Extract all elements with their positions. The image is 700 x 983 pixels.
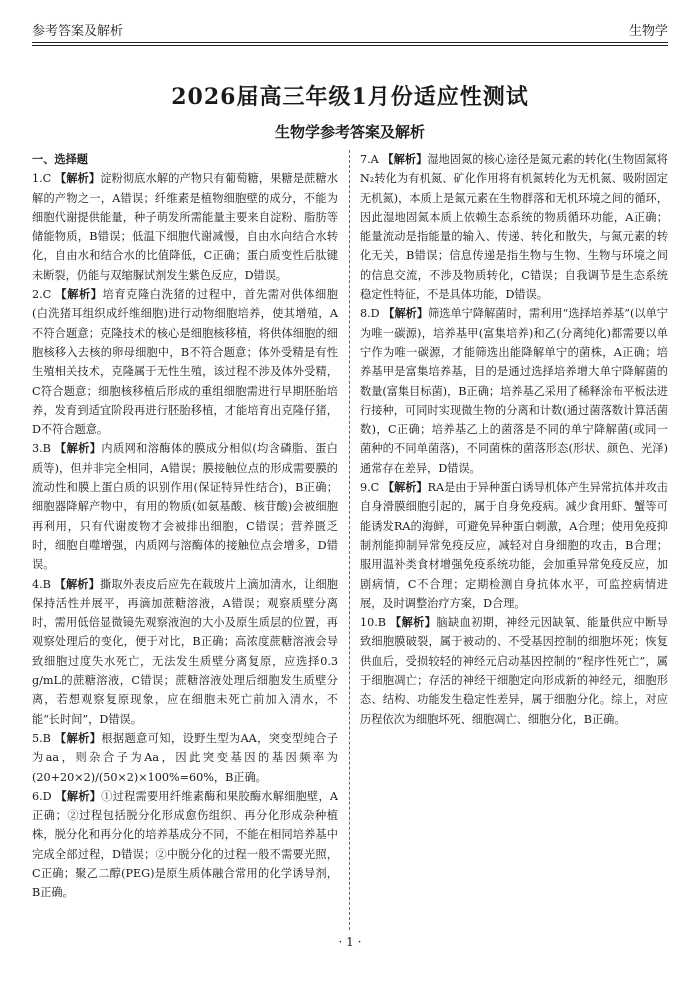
answer-item-10: [360, 613, 668, 729]
analysis-tag: 【解析】: [55, 288, 103, 302]
answer-number: 10.B: [360, 616, 387, 630]
column-divider: [349, 150, 350, 930]
page-title: 2026届高三年级1月份适应性测试: [171, 84, 529, 110]
answer-text: 淀粉彻底水解的产物只有葡萄糖，果糖是蔗糖水解的产物之一，A错误；纤维素是植物细胞壁的成分，不能为细胞代谢提供能量，种子萌发所需能量主要来自淀粉、脂肪等储能物质，B错误；低温下细胞代谢减慢，自由水向结合水转化，自由水和结合水的比值降低，C正确；蛋白质变性后肽键未断裂，仍能与双缩脲试剂发生紫色反应，D错误。: [32, 172, 338, 282]
right-column: [360, 150, 668, 729]
answer-text: 脑缺血初期，神经元因缺氧、能量供应中断导致细胞膜破裂，属于被动的、不受基因控制的细胞坏死；恢复供血后，受损较轻的神经元启动基因控制的“程序性死亡”，属于细胞凋亡；存活的神经干细胞定向形成新的神经元，细胞形态、结构、功能发生稳定性差异，属于细胞分化。综上，对应历程依次为细胞坏死、细胞凋亡、细胞分化，B正确。: [360, 616, 668, 726]
answer-number: 9.C: [360, 481, 380, 495]
answer-text: RA是由于异种蛋白诱导机体产生异常抗体并攻击自身滑膜细胞引起的，属于自身免疫病。减少食用虾、蟹等可能诱发RA的海鲜，可避免异种蛋白刺激，A合理；使用免疫抑制剂能抑制异常免疫反应，减轻对自身细胞的攻击，B合理；服用温补类食材增强免疫系统功能，会加重异常免疫反应，加剧病情，C不合理；定期检测自身抗体水平，可监控病情进展，及时调整治疗方案，D合理。: [360, 481, 668, 610]
analysis-tag: 【解析】: [54, 731, 102, 745]
answer-number: 2.C: [32, 288, 52, 302]
page-header: [32, 16, 668, 40]
answer-text: 湿地固氮的核心途径是氮元素的转化(生物固氮将N₂转化为有机氮、矿化作用将有机氮转化为无机氮、吸附固定无机氮)，本质上是氮元素在生物群落和无机环境之间的循环，因此湿地固氮本质上依赖生态系统的物质循环功能，A正确；能量流动是指能量的输入、传递、转化和散失，与氮元素的转化无关，B错误；信息传递是指生物与生物、生物与环境之间的信息交流，不涉及物质转化，C错误；自我调节是生态系统稳定性特征，不是具体功能，D错误。: [360, 153, 668, 302]
analysis-tag: 【解析】: [382, 481, 428, 495]
answer-item-3: [32, 439, 338, 574]
section-heading: 一、选择题: [32, 153, 88, 166]
answer-item-1: [32, 169, 338, 285]
answer-text: 根据题意可知，设野生型为AA，突变型纯合子为aa，则杂合子为Aa，因此突变基因的基因频率为(20+20×2)/(50×2)×100%=60%，B正确。: [32, 731, 338, 784]
answer-item-9: [360, 478, 668, 613]
answer-number: 6.D: [32, 789, 52, 803]
header-subject-label: 生物学: [628, 24, 668, 39]
analysis-tag: 【解析】: [382, 153, 428, 166]
analysis-tag: 【解析】: [55, 789, 102, 803]
answer-number: 4.B: [32, 577, 51, 591]
analysis-tag: 【解析】: [389, 616, 437, 630]
answer-number: 5.B: [32, 731, 51, 745]
answer-item-2: [32, 285, 338, 439]
answer-item-8: [360, 304, 668, 478]
answer-item-7: [360, 150, 668, 304]
answer-text: 内质网和溶酶体的膜成分相似(均含磷脂、蛋白质等)，但并非完全相同，A错误；膜接触位点的形成需要膜的流动性和膜上蛋白质的识别作用(保证特异性结合)，B正确；细胞器降解产物中，有用的物质(如氨基酸、核苷酸)会被细胞再利用，只有代谢废物才会被排出细胞，C错误；营养匮乏时，细胞自噬增强，内质网与溶酶体的接触位点会增多，D错误。: [32, 442, 338, 572]
answer-text: ①过程需要用纤维素酶和果胶酶水解细胞壁，A正确；②过程包括脱分化形成愈伤组织、再分化形成杂种植株，脱分化和再分化的培养基成分不同，不能在相同培养基中完成全部过程，D错误；②中脱分化的过程一般不需要光照，C正确；聚乙二醇(PEG)是原生质体融合常用的化学诱导剂，B正确。: [32, 789, 338, 900]
answer-text: 培育克隆白洗猪的过程中，首先需对供体细胞(白洗猪耳组织成纤维细胞)进行动物细胞培养，使其增殖，A不符合题意；克隆技术的核心是细胞核移植，将供体细胞的细胞核移入去核的卵母细胞中，B不符合题意；体外受精是有性生殖相关技术，克隆属于无性生殖，该过程不涉及体外受精，C符合题意；细胞核移植后形成的重组细胞需进行早期胚胎培养，发育到适宜阶段再进行胚胎移植，才能培育出克隆仔猪，D不符合题意。: [32, 288, 338, 437]
header-left-label: 参考答案及解析: [32, 24, 124, 39]
analysis-tag: 【解析】: [54, 442, 102, 456]
answer-number: 1.C: [32, 172, 52, 186]
left-column: [32, 150, 338, 903]
analysis-tag: 【解析】: [383, 307, 429, 321]
answer-item-5: [32, 729, 338, 787]
header-divider: [32, 42, 668, 46]
analysis-tag: 【解析】: [54, 577, 100, 591]
answer-number: 8.D: [360, 307, 380, 321]
answer-number: 3.B: [32, 442, 51, 456]
analysis-tag: 【解析】: [54, 172, 101, 186]
answer-item-4: [32, 575, 338, 729]
answer-number: 7.A: [360, 153, 379, 166]
answer-item-6: [32, 787, 338, 903]
answer-text: 撕取外表皮后应先在载玻片上滴加清水，让细胞保持活性并展平，再滴加蔗糖溶液，A错误；观察质壁分离时，需用低倍显微镜先观察液泡的大小及原生质层的位置，再观察处理后的变化，便于对比，B正确；高浓度蔗糖溶液会导致细胞过度失水死亡，无法发生质壁分离复原，应选择0.3 g/mL的蔗糖溶液，C错误；蔗糖溶液处理后细胞发生质壁分离，若想观察复原现象，应在细胞未死亡前加入清水，不能“长时间”，D错误。: [32, 577, 338, 726]
answer-text: 筛选单宁降解菌时，需利用“选择培养基”(以单宁为唯一碳源)，培养基甲(富集培养)和乙(分离纯化)都需要以单宁作为唯一碳源，才能筛选出能降解单宁的菌株，A正确；培养基甲是富集培养基，目的是通过选择培养增大单宁降解菌的数量(富集目标菌)，B正确；培养基乙采用了稀释涂布平板法进行接种，可同时实现微生物的分离和计数(通过菌落数计算活菌数)，C正确；培养基乙上的菌落是不同的单宁降解菌(或同一菌种的不同单菌落)，不同菌株的菌落形态(形状、颜色、光泽)通常存在差异，D错误。: [360, 307, 668, 475]
page-subtitle: 生物学参考答案及解析: [274, 123, 425, 141]
page-number: · 1 ·: [338, 935, 362, 949]
